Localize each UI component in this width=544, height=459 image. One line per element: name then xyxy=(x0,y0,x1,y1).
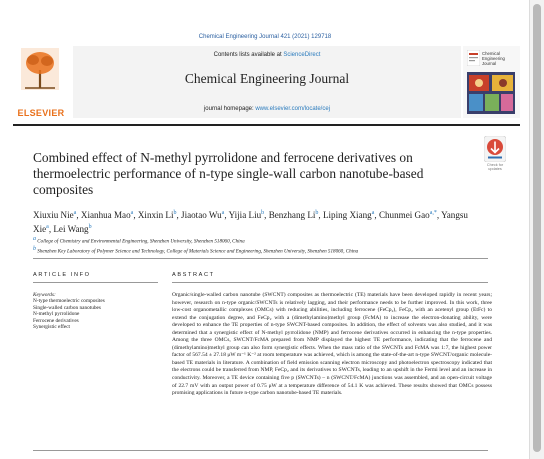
article-title: Combined effect of N-methyl pyrrolidone and ferrocene derivatives on thermoelectric performance of n-type single-wall carbon nanotube-based composites xyxy=(33,150,424,198)
author-name-text[interactable]: Liping Xiang xyxy=(322,210,372,221)
author-affiliation-marker[interactable]: b xyxy=(88,224,92,231)
author-name[interactable] xyxy=(379,210,437,220)
affiliation-marker: b xyxy=(33,245,36,252)
elsevier-logo[interactable] xyxy=(13,46,69,118)
author-separator: , xyxy=(76,210,81,221)
author-name-text[interactable]: Xiuxiu Nie xyxy=(33,210,74,221)
author-name-text[interactable]: Jiaotao Wu xyxy=(181,210,222,221)
contents-available-line xyxy=(73,52,461,58)
author-name-text[interactable]: Xianhua Mao xyxy=(80,210,131,221)
elsevier-tree-icon xyxy=(21,48,59,90)
journal-reference[interactable]: Chemical Engineering Journal 421 (2021) 129718 xyxy=(198,34,332,40)
author-separator: , xyxy=(264,210,269,221)
author-affiliation-marker[interactable]: b xyxy=(173,210,177,216)
affiliation-text: College of Chemistry and Environmental Engineering, Shenzhen University, Shenzhen 518060, China xyxy=(36,238,245,245)
affiliation-line xyxy=(33,236,503,246)
journal-title: Chemical Engineering Journal xyxy=(184,71,350,86)
affiliation-text: Shenzhen Key Laboratory of Polymer Science and Technology, College of Materials Science and Engineering, Shenzhen University, Shenzhen 518060, China xyxy=(36,248,359,255)
author-name-text[interactable]: Yangsu Xie xyxy=(33,210,468,235)
contents-prefix: Contents lists available at xyxy=(213,52,282,58)
author-name-text[interactable]: Chunmei Gao xyxy=(378,210,430,221)
affiliations xyxy=(33,236,503,255)
author-affiliation-marker[interactable]: a xyxy=(46,224,49,231)
journal-homepage-link[interactable]: www.elsevier.com/locate/cej xyxy=(255,106,331,112)
check-for-updates-icon[interactable] xyxy=(484,136,506,162)
affiliation-line xyxy=(33,246,503,256)
author-name-text[interactable]: Lei Wang xyxy=(53,224,89,235)
author-separator: , xyxy=(374,210,379,221)
author-list xyxy=(33,207,488,235)
author-name[interactable] xyxy=(53,224,91,234)
check-for-updates-label[interactable]: Check for updates xyxy=(486,163,504,172)
author-separator: , xyxy=(48,224,54,235)
abstract-heading: ABSTRACT xyxy=(172,272,215,278)
journal-cover-thumbnail[interactable] xyxy=(463,46,520,118)
author-separator: , xyxy=(224,210,229,221)
keyword-item: Synergistic effect xyxy=(33,324,71,331)
journal-masthead xyxy=(73,46,461,118)
keyword-item: N-methyl pyrrolidone xyxy=(33,311,80,318)
keyword-item: N-type thermoelectric composites xyxy=(33,298,105,304)
publisher-name: ELSEVIER xyxy=(17,108,65,118)
article-info-rule xyxy=(33,282,158,283)
scrollbar-thumb[interactable] xyxy=(533,4,541,452)
vertical-scrollbar[interactable] xyxy=(529,0,544,459)
keyword-item: Single-walled carbon nanotubes xyxy=(33,304,101,311)
author-name[interactable] xyxy=(229,210,265,220)
author-name[interactable] xyxy=(33,210,76,220)
author-name-text[interactable]: Benzhang Li xyxy=(268,210,316,221)
journal-logo-icon xyxy=(467,50,480,66)
sciencedirect-link[interactable]: ScienceDirect xyxy=(283,52,321,58)
journal-header xyxy=(13,46,520,118)
author-separator: , xyxy=(133,210,138,221)
author-affiliation-marker[interactable]: a xyxy=(371,210,375,216)
author-name[interactable] xyxy=(269,210,319,220)
author-affiliation-marker[interactable]: a xyxy=(221,210,225,216)
author-name[interactable] xyxy=(181,210,224,220)
cover-artwork-icon xyxy=(467,72,515,114)
abstract-rule xyxy=(172,282,488,283)
author-name[interactable] xyxy=(81,210,133,220)
footer-divider xyxy=(33,450,488,451)
author-affiliation-marker[interactable]: b xyxy=(261,210,265,216)
author-name[interactable] xyxy=(323,210,374,220)
author-affiliation-marker[interactable]: a xyxy=(73,210,77,216)
affiliation-marker: a xyxy=(33,236,36,242)
keywords-label: Keywords: xyxy=(33,292,56,298)
journal-homepage-line xyxy=(73,106,461,112)
affiliation-divider xyxy=(33,258,488,259)
keyword-item: Ferrocene derivatives xyxy=(33,317,79,324)
author-separator: , xyxy=(436,210,442,221)
article-info-heading: ARTICLE INFO xyxy=(33,272,91,278)
author-name-text[interactable]: Yijia Liu xyxy=(228,210,262,221)
author-affiliation-marker[interactable]: b xyxy=(315,210,319,216)
author-name-text[interactable]: Xinxin Li xyxy=(137,210,174,221)
header-divider xyxy=(13,124,520,126)
author-separator: , xyxy=(318,210,323,221)
homepage-prefix: journal homepage: xyxy=(203,106,254,112)
keywords-list xyxy=(33,298,163,331)
author-name[interactable] xyxy=(138,210,177,220)
cover-journal-title: Chemical Engineering Journal xyxy=(482,51,505,66)
author-affiliation-marker[interactable]: a,* xyxy=(429,210,437,216)
author-affiliation-marker[interactable]: a xyxy=(130,210,134,216)
author-separator: , xyxy=(176,210,182,221)
abstract-text: Organic/single-walled carbon nanotube (SWCNT) composites as thermoelectric (TE) materials have been developed rapidly in recent years; however, research on n-type organic/SWCNTs is relatively lagging, and their performance needs to be further improved. In this work, three low-cost organometallic complexes (OMCs) with reducing abilities, including ferrocene (FeCp₂), FeCp₂ with an acetenyl group (EtFc) to extend the conjugation degree, and FeCp₂ with a (dimethylamino)methyl group (FcMA) to increase the electron-donating ability, were developed to enhance the TE properties of n-type SWCNT-based composites. In addition, the effect of solvents was also studied, and it was determined that a synergistic effect of N-methyl pyrrolidone (NMP) and ferrocene derivatives occurred in enhancing the n-type properties. Among the three OMCs, SWCNT/FcMA prepared from NMP displayed the highest TE performance, indicating that the ferrocene and (dimethylamino)methyl group can also form synergistic effects. When the mass ratio of the SWCNTs and FcMA was 1:7, the highest power factor of 567.54 ± 27.18 μW m⁻¹ K⁻² at room temperature was achieved, which is among the state-of-the-art n-type SWCNT/organic molecule-based TE materials in literature. A combination of field emission scanning electron microscopy and photoelectron spectroscopy indicated that the electrons could be transferred from NMP, FeCp₂ and its derivatives to SWCNTs, leading to an upshift in the Fermi level and an increase in conductivity. Moreover, a TE device containing five p (SWCNTs) – n (SWCNT/FcMA) junctions was assembled, and an open-circuit voltage of 22.7 mV with an output power of 0.75 μW at a temperature difference of 54.1 K was achieved. These results showed that OMCs possess promising applications in future n-type carbon nanotube-based TE materials. xyxy=(172,292,492,397)
